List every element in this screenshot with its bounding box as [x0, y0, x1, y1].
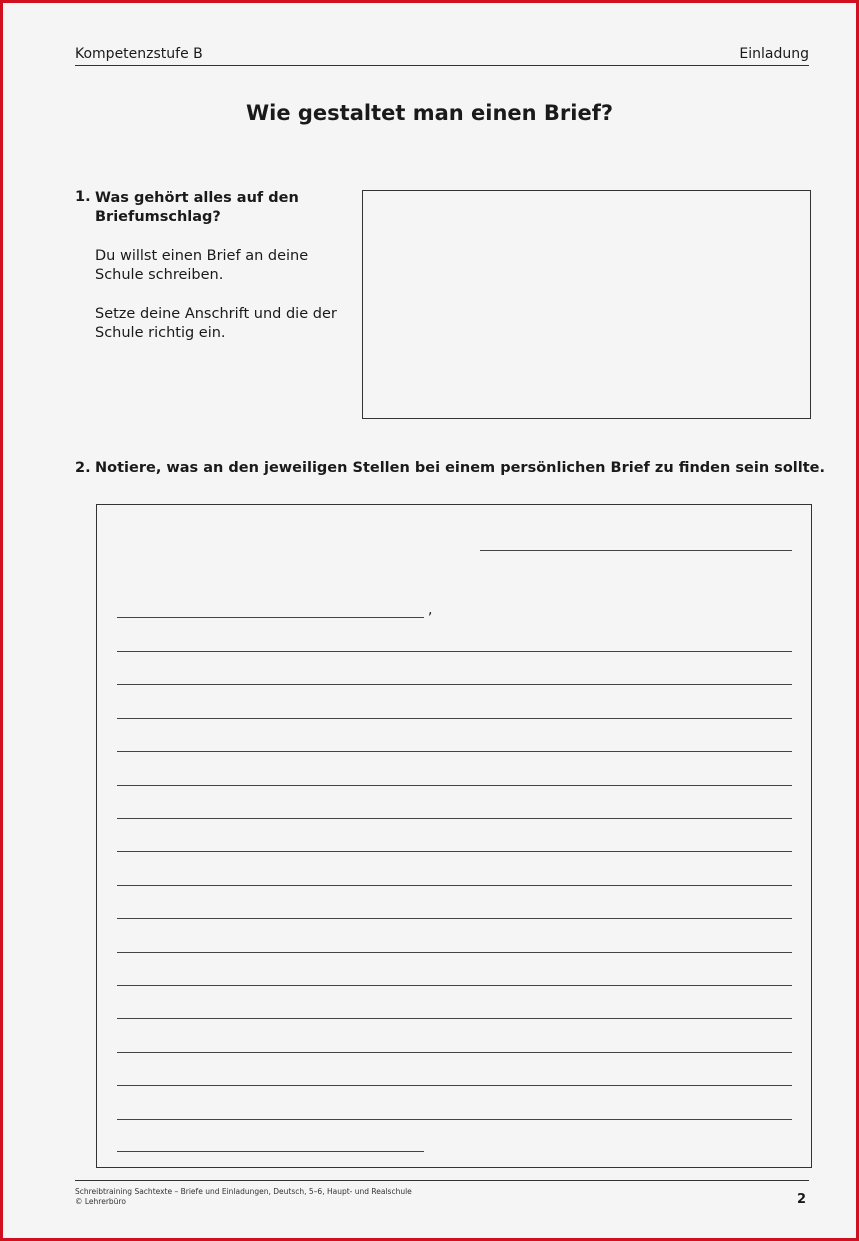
- footer-source-title: Schreibtraining Sachtexte – Briefe und Einladungen, Deutsch, 5–6, Haupt- und Realschule: [75, 1187, 412, 1196]
- letter-body-line[interactable]: [117, 818, 792, 819]
- footer-source: [75, 1187, 412, 1207]
- letter-body-line[interactable]: [117, 952, 792, 953]
- page-title: Wie gestaltet man einen Brief?: [245, 101, 614, 125]
- footer-divider: [75, 1180, 809, 1181]
- task-2-question: Notiere, was an den jeweiligen Stellen bei einem persönlichen Brief zu finden sein sollte.: [95, 460, 825, 476]
- signature-line[interactable]: [117, 1151, 424, 1152]
- salutation-line[interactable]: [117, 617, 424, 618]
- task-1-question: Was gehört alles auf den Briefumschlag?: [95, 190, 299, 225]
- header-topic: Einladung: [739, 46, 809, 62]
- header-competence-level: Kompetenzstufe B: [75, 46, 203, 62]
- envelope-answer-box[interactable]: [362, 190, 811, 419]
- task-1-instruction-1: Du willst einen Brief an deine Schule schreiben.: [95, 248, 309, 283]
- letter-answer-box: [96, 504, 812, 1168]
- letter-body-line[interactable]: [117, 985, 792, 986]
- letter-body-line[interactable]: [117, 851, 792, 852]
- letter-body-line[interactable]: [117, 1052, 792, 1053]
- header-divider: [75, 65, 809, 66]
- letter-body-line[interactable]: [117, 651, 792, 652]
- letter-body-line[interactable]: [117, 1119, 792, 1120]
- footer-copyright: © Lehrerbüro: [75, 1197, 126, 1206]
- salutation-comma: ,: [428, 602, 433, 618]
- date-line[interactable]: [480, 550, 792, 551]
- task-1-instruction-2: Setze deine Anschrift und die der Schule richtig ein.: [95, 306, 337, 341]
- letter-body-line[interactable]: [117, 718, 792, 719]
- letter-body-line[interactable]: [117, 751, 792, 752]
- letter-body-line[interactable]: [117, 1085, 792, 1086]
- letter-body-line[interactable]: [117, 885, 792, 886]
- letter-body-line[interactable]: [117, 684, 792, 685]
- page-number: 2: [796, 1192, 806, 1207]
- task-1-number: 1.: [75, 189, 91, 205]
- letter-body-line[interactable]: [117, 785, 792, 786]
- letter-body-line[interactable]: [117, 1018, 792, 1019]
- letter-body-line[interactable]: [117, 918, 792, 919]
- task-2-number: 2.: [75, 460, 91, 476]
